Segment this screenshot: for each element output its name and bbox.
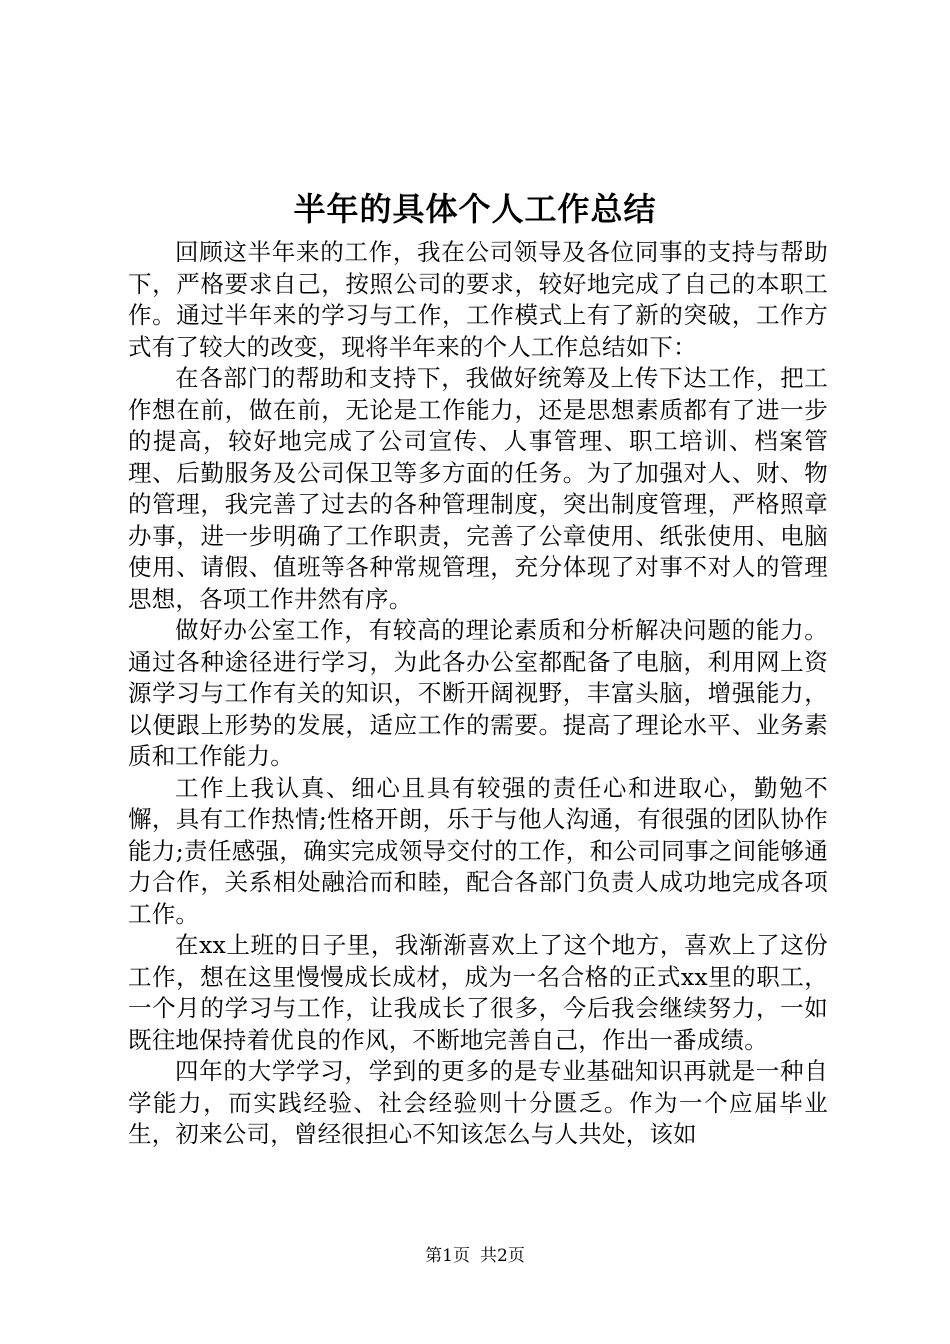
page-total: 共2页	[480, 1246, 525, 1266]
paragraph: 在各部门的帮助和支持下，我做好统筹及上传下达工作，把工作想在前，做在前，无论是工作能力，还是思想素质都有了进一步的提高，较好地完成了公司宣传、人事管理、职工培训、档案管理、后勤服务及公司保卫等多方面的任务。为了加强对人、财、物的管理，我完善了过去的各种管理制度，突出制度管理，严格照章办事，进一步明确了工作职责，完善了公章使用、纸张使用、电脑使用、请假、值班等各种常规管理，充分体现了对事不对人的管理思想，各项工作井然有序。	[128, 364, 828, 613]
document-title: 半年的具体个人工作总结	[293, 190, 657, 228]
page-number: 第1页	[425, 1246, 470, 1266]
page-footer	[0, 1244, 950, 1268]
paragraph: 做好办公室工作，有较高的理论素质和分析解决问题的能力。通过各种途径进行学习，为此各办公室都配备了电脑，利用网上资源学习与工作有关的知识，不断开阔视野，丰富头脑，增强能力，以便跟上形势的发展，适应工作的需要。提高了理论水平、业务素质和工作能力。	[128, 616, 828, 770]
paragraph: 回顾这半年来的工作，我在公司领导及各位同事的支持与帮助下，严格要求自己，按照公司的要求，较好地完成了自己的本职工作。通过半年来的学习与工作，工作模式上有了新的突破，工作方式有了较大的改变，现将半年来的个人工作总结如下：	[128, 238, 828, 361]
paragraph: 在xx上班的日子里，我渐渐喜欢上了这个地方，喜欢上了这份工作，想在这里慢慢成长成材，成为一名合格的正式xx里的职工，一个月的学习与工作，让我成长了很多，今后我会继续努力，一如既往地保持着优良的作风，不断地完善自己，作出一番成绩。	[128, 931, 828, 1054]
document-body	[128, 237, 828, 1151]
paragraph: 四年的大学学习，学到的更多的是专业基础知识再就是一种自学能力，而实践经验、社会经验则十分匮乏。作为一个应届毕业生，初来公司，曾经很担心不知该怎么与人共处，该如	[128, 1057, 828, 1148]
paragraph: 工作上我认真、细心且具有较强的责任心和进取心，勤勉不懈，具有工作热情;性格开朗，乐于与他人沟通，有很强的团队协作能力;责任感强，确实完成领导交付的工作，和公司同事之间能够通力合作，关系相处融洽而和睦，配合各部门负责人成功地完成各项工作。	[128, 773, 828, 928]
